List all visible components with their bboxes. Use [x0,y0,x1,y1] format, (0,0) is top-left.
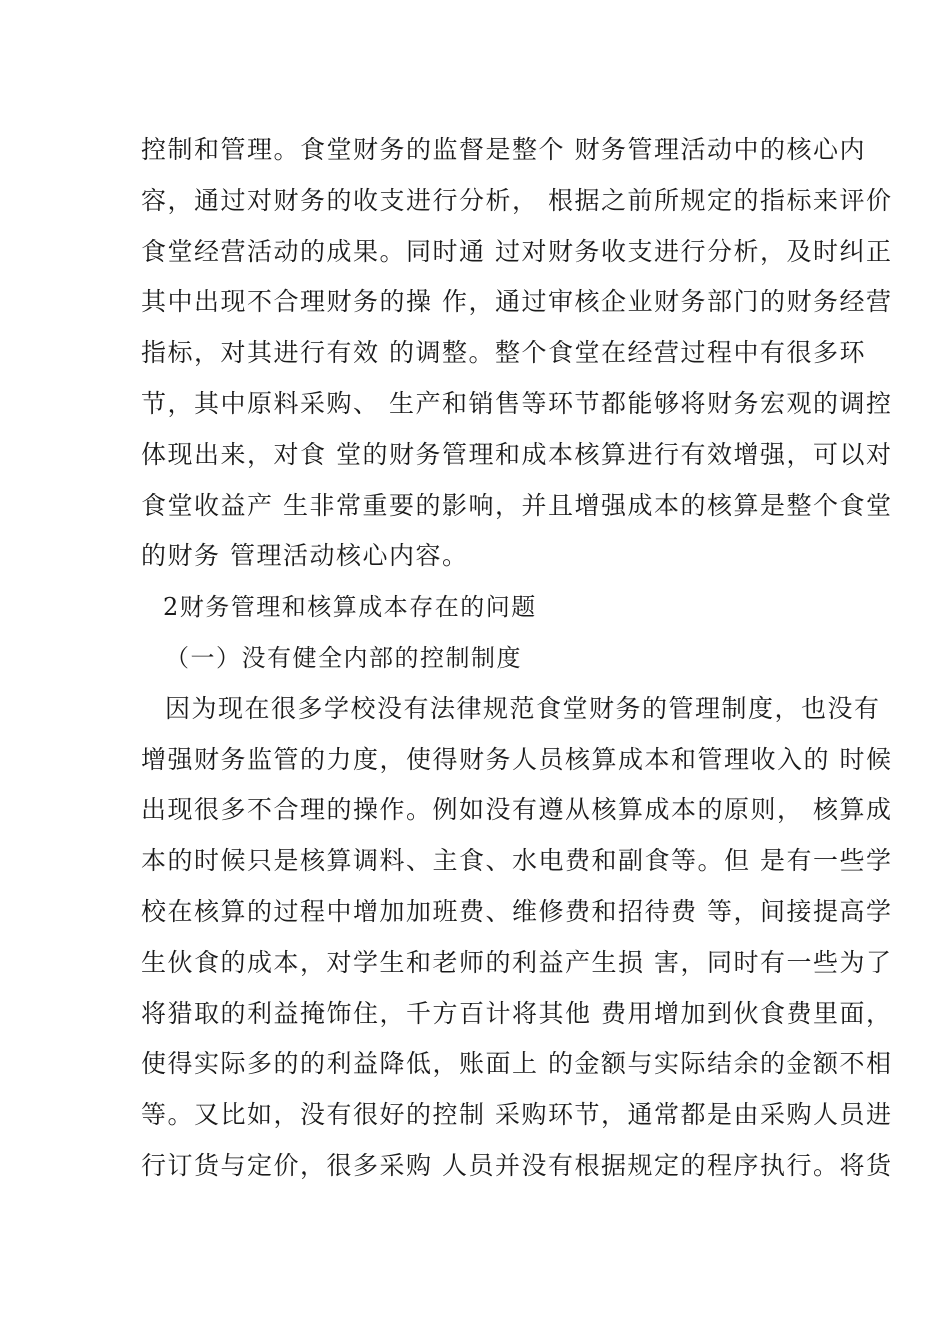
paragraph-2 [141,684,893,1192]
text-line: 指标，对其进行有效 的调整。整个食堂在经营过程中有很多环 [141,338,866,368]
text-line: 出现很多不合理的操作。例如没有遵从核算成本的原则， 核算成 [141,795,893,825]
text-line: 校在核算的过程中增加加班费、维修费和招待费 等，间接提高学 [141,896,893,926]
text-line: 节，其中原料采购、 生产和销售等环节都能够将财务宏观的调控 [141,388,893,418]
text-line: 本的时候只是核算调料、主食、水电费和副食等。但 是有一些学 [141,846,893,876]
document-body [141,125,893,1192]
text-line: 其中出现不合理财务的操 作，通过审核企业财务部门的财务经营 [141,287,893,317]
text-line: 容，通过对财务的收支进行分析， 根据之前所规定的指标来评价 [141,185,893,215]
text-line: 生伙食的成本，对学生和老师的利益产生损 害，同时有一些为了 [141,947,893,977]
paragraph-1 [141,125,893,582]
subsection-heading: （一）没有健全内部的控制制度 [165,643,522,672]
text-line: 行订货与定价，很多采购 人员并没有根据规定的程序执行。将货 [141,1150,893,1180]
text-line: 的财务 管理活动核心内容。 [141,541,469,571]
text-line: 增强财务监管的力度，使得财务人员核算成本和管理收入的 时候 [141,744,893,774]
section-heading: 2财务管理和核算成本存在的问题 [163,593,537,622]
text-line: 食堂经营活动的成果。同时通 过对财务收支进行分析，及时纠正 [141,236,893,266]
text-line: 等。又比如，没有很好的控制 采购环节，通常都是由采购人员进 [141,1100,893,1130]
text-line: 食堂收益产 生非常重要的影响，并且增强成本的核算是整个食堂 [141,490,893,520]
text-line: 控制和管理。食堂财务的监督是整个 财务管理活动中的核心内 [141,135,866,164]
text-line: 使得实际多的的利益降低，账面上 的金额与实际结余的金额不相 [141,1049,893,1079]
text-line: 将猎取的利益掩饰住，千方百计将其他 费用增加到伙食费里面， [141,998,893,1028]
text-line: 因为现在很多学校没有法律规范食堂财务的管理制度，也没有 [165,693,881,723]
text-line: 体现出来，对食 堂的财务管理和成本核算进行有效增强，可以对 [141,439,893,469]
